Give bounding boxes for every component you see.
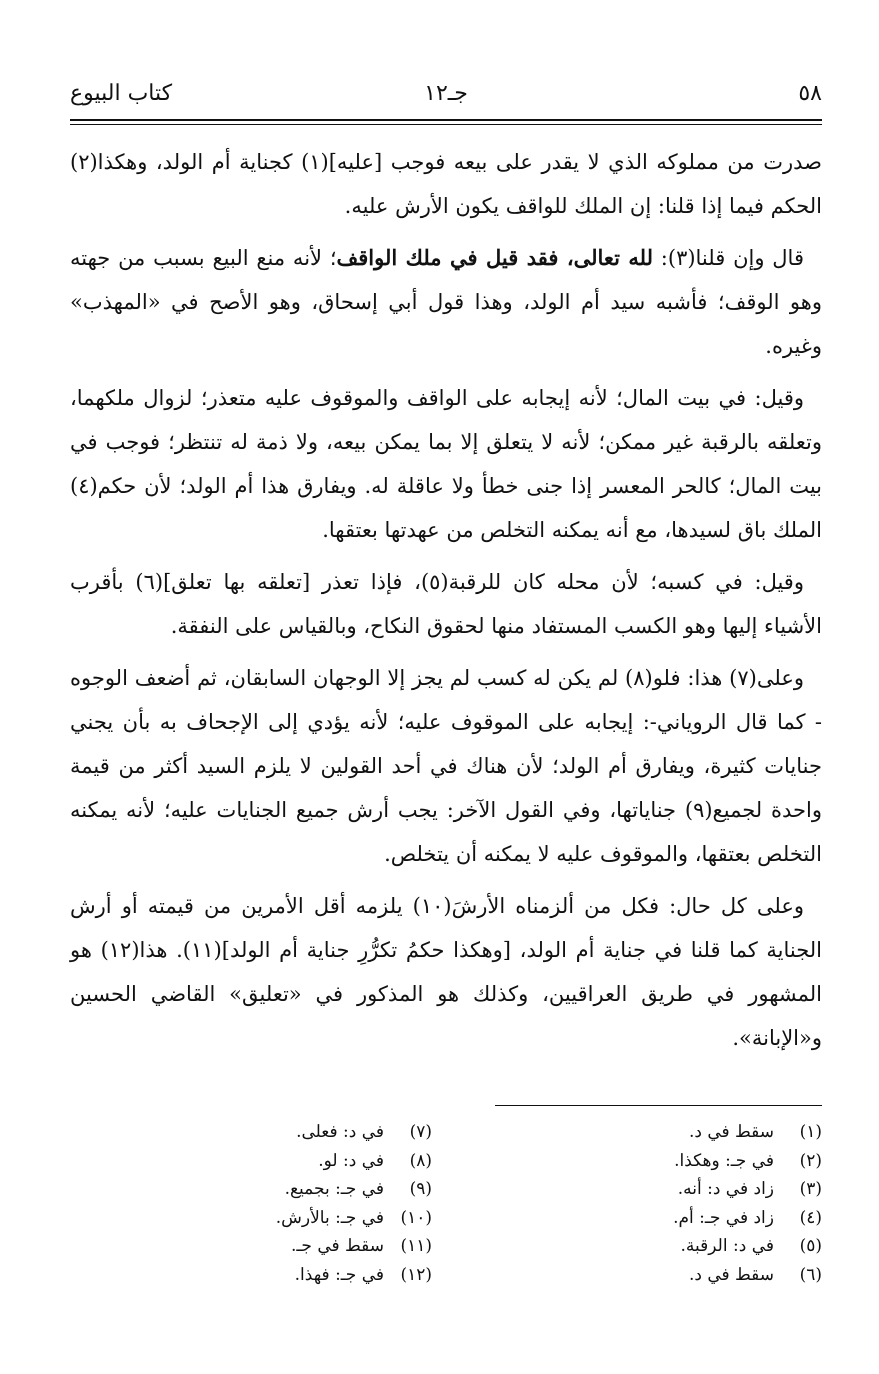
paragraph: وقيل: في كسبه؛ لأن محله كان للرقبة(٥)، فإذا تعذر [تعلقه بها تعلق](٦) بأقرب الأشياء إليها وهو الكسب المستفاد منها لحقوق النكاح، وبالقياس على النفقة. [70, 570, 822, 638]
footnotes-right-column [562, 1118, 822, 1289]
footnote-text: في د: فعلى. [296, 1122, 384, 1142]
footnote [562, 1261, 822, 1290]
footnote-number: (٣) [799, 1179, 822, 1199]
footnote-number: (١١) [400, 1236, 432, 1256]
footnote [562, 1204, 822, 1233]
page-number: ٥٨ [798, 81, 822, 106]
paragraph: وقيل: في بيت المال؛ لأنه إيجابه على الواقف والموقوف عليه متعذر؛ لزوال ملكهما، وتعلقه بالرقبة غير ممكن؛ لأنه لا يتعلق إلا بما يمكن بيعه، ولا ذمة له تنتظر؛ فوجب في بيت المال؛ كالحر المعسر إذا جنى خطأ ولا عاقلة له. ويفارق هذا أم الولد؛ لأن حكم(٤) الملك باق لسيدها، مع أنه يمكنه التخلص من عهدتها بعتقها. [70, 386, 822, 542]
footnote-text: في د: لو. [318, 1150, 384, 1171]
paragraph: قال وإن قلنا(٣): لله تعالى، فقد قيل في ملك الواقف؛ لأنه منع البيع بسبب من جهته وهو الوقف؛ فأشبه سيد أم الولد، وهذا قول أبي إسحاق، وهو الأصح في «المهذب» وغيره. [70, 245, 822, 358]
footnote [172, 1232, 432, 1261]
paragraph: صدرت من مملوكه الذي لا يقدر على بيعه فوجب [عليه](١) كجناية أم الولد، وهكذا(٢) الحكم فيما إذا قلنا: إن الملك للواقف يكون الأرش عليه. [70, 150, 822, 218]
footnote-text: سقط في د. [688, 1122, 774, 1142]
footnote [172, 1204, 432, 1233]
header-rule-thick [70, 119, 822, 121]
footnote-number: (٤) [799, 1207, 822, 1228]
footnote-number: (٢) [799, 1150, 822, 1171]
footnote [172, 1261, 432, 1290]
footnote-text: سقط في د. [688, 1264, 774, 1285]
footnote-text: في جـ: بالأرش. [275, 1207, 384, 1228]
footnote-number: (١) [799, 1122, 822, 1142]
footnote-text: زاد في جـ: أم. [673, 1207, 774, 1228]
footnote-text: زاد في د: أنه. [677, 1179, 774, 1199]
footnote-number: (٨) [409, 1150, 432, 1171]
footnote-number: (٥) [799, 1236, 822, 1256]
footnote-text: في د: الرقبة. [680, 1236, 774, 1256]
footnote [172, 1175, 432, 1204]
footnote [562, 1118, 822, 1147]
footnote-text: في جـ: بجميع. [284, 1179, 384, 1199]
paragraph: وعلى(٧) هذا: فلو(٨) لم يكن له كسب لم يجز إلا الوجهان السابقان، ثم أضعف الوجوه - كما قال الروياني-: إيجابه على الموقوف عليه؛ لأنه يؤدي إلى الإجحاف به بأن يجني جنايات كثيرة، ويفارق أم الولد؛ لأن هناك في أحد القولين لا يلزم السيد أكثر من قيمة واحدة لجميع(٩) جناياتها، وفي القول الآخر: يجب أرش جميع الجنايات عليه؛ لأنه يمكنه التخلص بعتقها، والموقوف عليه لا يمكنه أن يتخلص. [70, 666, 822, 866]
footnote [562, 1232, 822, 1261]
footnote [172, 1118, 432, 1147]
footnote-number: (١٠) [400, 1207, 432, 1228]
footnote-separator [495, 1105, 822, 1106]
body-text [70, 140, 822, 1068]
footnote-number: (١٢) [400, 1264, 432, 1285]
footnote-number: (٦) [799, 1264, 822, 1285]
volume-label: جـ١٢ [424, 81, 468, 106]
book-title: كتاب البيوع [70, 81, 173, 106]
footnote-text: في جـ: فهذا. [294, 1264, 384, 1285]
footnotes-left-column [172, 1118, 432, 1289]
footnote-text: في جـ: وهكذا. [674, 1150, 774, 1171]
page-header [70, 76, 822, 112]
header-rule-thin [70, 124, 822, 125]
footnote [172, 1147, 432, 1176]
bold-phrase: لله تعالى، فقد قيل في ملك الواقف [336, 245, 653, 270]
footnote [562, 1147, 822, 1176]
footnote-number: (٩) [409, 1179, 432, 1199]
footnote [562, 1175, 822, 1204]
footnote-number: (٧) [409, 1122, 432, 1142]
paragraph: وعلى كل حال: فكل من ألزمناه الأرشَ(١٠) يلزمه أقل الأمرين من قيمته أو أرش الجناية كما قلنا في جناية أم الولد، [وهكذا حكمُ تكرُّرِ جناية أم الولد](١١). هذا(١٢) هو المشهور في طريق العراقيين، وكذلك هو المذكور في «تعليق» القاضي الحسين و«الإبانة». [70, 894, 822, 1050]
footnote-text: سقط في جـ. [291, 1236, 384, 1256]
